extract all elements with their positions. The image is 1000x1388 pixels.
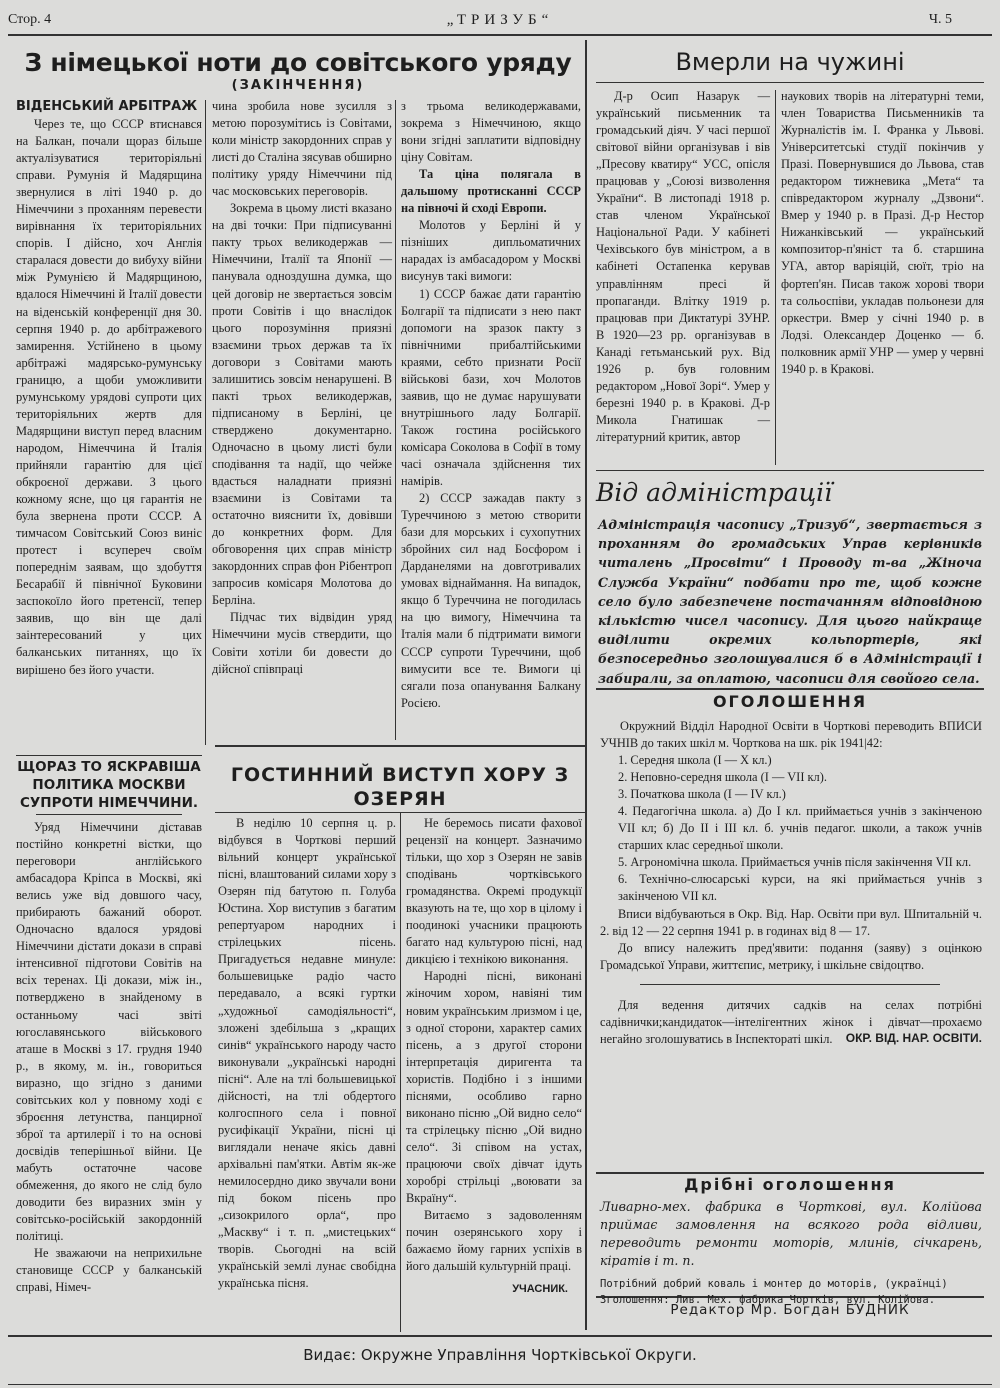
col3-paragraph-3: Молотов у Берліні й у пізніших дипльоматичних нарадах із амбасадором у Москві висунув такі вимоги:	[401, 218, 581, 284]
moscow-paragraph-2: Не зважаючи на неприхильне становище СССР у балканській справі, Німеч-	[16, 1246, 202, 1295]
small-ads-title: Дрібні оголошення	[684, 1175, 896, 1194]
school-item: 3. Початкова школа (I — IV кл.)	[618, 787, 786, 802]
footer-rule	[8, 1335, 992, 1337]
obit-rule	[775, 90, 776, 465]
col3-paragraph-2: Та ціна полягала в дальшому протисканні СССР на півночі й сході Европи.	[401, 167, 581, 216]
choir-paragraph-3: Народні пісні, виконані жіночим хором, навіяні тим новим українським лризмом і це, з одної сторони, характер самих пісень, а з другої сторони інтерпретація диригента та хористів. Подібно і з іншими піснями, особливо гарно виконано пісню „Ой видно село“ та стрілецьку пісню „Ой видно село“. Зі співом на устах, працюючи своїх дівчат ідуть хоробрі стрільці „воювати за Вкраїну“.	[406, 969, 582, 1206]
administration-text: Адміністрація часопису „Тризуб“, звертається з проханням до громадських Управ керівників читалень „Просвіти“ і Проводу т-ва „Жіноча Служба України“ подбати про те, щоб кожне село було забезпечене постачанням відповідною кількістю чисел часопису. Для цього найкраще виділити окремих кольпортерів, які безпосередньо зголошувалися б в Адміністрації і забирали, за оплатою, часописи для свойого села.	[598, 517, 982, 686]
choir-column-1	[218, 815, 396, 1292]
column-rule-3	[400, 812, 401, 1332]
choir-title: ГОСТИННИЙ ВИСТУП ХОРУ З ОЗЕРЯН	[230, 764, 570, 810]
arbitrage-paragraph: Через те, що СССР втиснався на Балкан, почали щораз більше актуалізуватися територіяльні справи. Румунія й Мадярщина звернулися в літі 1940 р. до Німеччини з проханням перевести вирівнання їх територіяльних спорів. І дійсно, хоч Англія старалася довести до вибуху війни між Румунією й Мадярщиною, вдалося Німеччині й Італії довести на віденській конференції дня 30. серпня 1940 р. до арбітражевого замирення. Устійнено в цьому арбітражі мадярсько-румунську границю, а щоби уможливити румунському урядові супроти цих територіяльних жертв для Мадярщини виступ перед власним народом, Німеччина й Італія прийняли гарантію для цієї обкроєної держави. З цього кожному ясне, що ця гарантія не була звернена проти СССР. А тимчасом Совітський Союз виніс протест і всупереч своїм попереднім заявам, що здобуття Бесарабії й північної Буковини заспокоїло його претенсії, тепер заявив, що він ще далі заінтересований у цих балканських питаннях, що їх вирішено без його участи.	[16, 117, 202, 677]
column-1	[16, 98, 202, 679]
column-rule-main	[585, 40, 587, 1330]
obituary-paragraph-a: Д-р Осип Назарук — український письменник та громадський діяч. У часі першої світової війни організував і вів „Пресову кватиру“ УСС, опісля працював у „Союзі визволення України“. В листопаді 1918 р. став членом Української Національної Ради. У кабінеті Чехівського був міністром, а в кабінеті Остапенка керував управлінням пресі й пропаганди. Влітку 1919 р. працював при Диктатурі ЗУНР. В 1920—23 рр. організував в Канаді гетьманський рух. Від 1926 р. був головним редактором „Нової Зорі“. Умер у березні 1940 р. в Кракові. Д-р Микола Гнатишак — літературний критик, автор	[596, 89, 770, 444]
school-item: 6. Технічно-слюсарські курси, на які приймається учнів з закінченою VII кл.	[618, 872, 982, 904]
ogol-top-rule	[596, 688, 984, 690]
main-article-subtitle: (ЗАКІНЧЕННЯ)	[231, 78, 365, 93]
school-item: 5. Агрономічна школа. Приймається учнів після закінчення VII кл.	[618, 855, 972, 870]
moscow-paragraph: Уряд Німеччини діставав постійно конкретні вістки, що переговори англійського амбасадора Кріпса в Москві, які велись уже від довшого часу, прибирають бажаний оборот. Одночасно вдалося урядові Німеччини дістати докази в справі інтенсивної підготови Совітів на всіх теренах. Ці докази, між ін., потверджено в знайденому в останньому часі звіті югославянського військового аташе в Москві з 17. грудня 1940 р., в якому, м. ін., говориться виразно, що згідно з даними совітських кол у повному ході є зброєння летунства, панцирної зброї та артилерії і то на основі досвідів теперішньої війни. Це мабуть остаточне часове обмеження, до якого не слід було доводити без виразних змін у совітсько-російській закордонній політиці.	[16, 820, 202, 1244]
page-header	[8, 4, 992, 32]
column-2-text	[212, 98, 392, 678]
obituary-column-a	[596, 88, 770, 446]
col3-paragraph-1: з трьома великодержавами, зокрема з Німеччиною, якщо вони згідні заплатити відповідну ціну Совітам.	[401, 99, 581, 165]
small-ads-text: Ливарно-мех. фабрика в Чорткові, вул. Колійова приймає замовлення на всякого рода відливи, переводить ремонти моторів, млинів, січкарень, кіратів і т. п.	[600, 1199, 982, 1268]
announcement-paragraph-3: До впису належить пред'явити: подання (заяву) з оцінкою Громадської Управи, життєпис, метрику, і шкільне свідоцтво.	[600, 940, 982, 972]
choir-paragraph-4: Витаємо з задоволенням почин озерянського хору і бажаємо йому гарних успіхів в його дальшій культурній праці.	[406, 1208, 582, 1274]
obit-title-rule	[596, 82, 984, 83]
sec2-rule	[36, 814, 182, 815]
editor-line: Редактор Мр. Богдан БУДНИК	[670, 1302, 910, 1318]
choir-signature: УЧАСНИК.	[512, 1283, 568, 1296]
small-ads-body	[600, 1198, 982, 1308]
bottom-rule	[8, 1384, 992, 1385]
admin-top-rule	[596, 470, 984, 471]
announcement-body	[600, 718, 982, 1045]
col2-paragraph-1: чина зробила нове зусилля з метою порозумітись із Совітами, коли міністр закордонних справ у листі до Сталіна зясував обширно політику уряду Німеччини під час московських переговорів.	[212, 99, 392, 199]
school-item: 2. Неповно-середня школа (I — VII кл).	[618, 770, 827, 785]
choir-paragraph-1: В неділю 10 серпня ц. р. відбувся в Чорткові перший вільний концерт української пісні, влаштований силами хору з Озерян під батутою п. Голуба Юстина. Хор виступив з багатим репертуаром народних і стрілецьких пісень. Пригадується недавне минуле: большевицьке радіо часто передавало, а всякі гуртки „художньої самодіяльності“, зложені здебільша з „кращих синів“ українського народу часто виконували „українські народні пісні“. Але на тлі большевицької дійсності, на тлі обдертого колгоспного села і повної русифікації України, пісні ці виглядали неначе якісь давні архівальні пам'ятки. Автім як-же немилосердно дико звучали вони під боком пісень про „сизокрилого орла“, про „Маскву“ і т. п. „мистецьких“ творів. Сьогодні на всій українській землі лунає свобідна українська пісня.	[218, 816, 396, 1291]
drib-top-rule	[596, 1172, 984, 1174]
announcement-text	[600, 718, 982, 752]
col3-paragraph-4: 1) СССР бажає дати гарантію Болгарії та підписати з нею пакт допомоги на зразок пакту з північними прибалтійськими краями, себто признати Росії військові бази, хоч Молотов заявив, що не думає нарушувати внутрішнього ладу Болгарії. Також гостина російського комісара Соколова в Софії в тому часі означала здійснення тих намірів.	[401, 286, 581, 489]
issue-number: Ч. 5	[928, 12, 952, 27]
obituary-paragraph-b: наукових творів на літературні теми, член Товариства Письменників та Журналістів ім. І. Франка у Львові. Університетські студії покінчив у Празі. Повернувшися до Львова, став редактором тижневика „Мета“ та співредактором журналу „Дзвони“. Вмер у 1940 р. в Празі. Д-р Нестор Нижанківський — український композитор-п'яніст та б. старшина УГА, автор варіяцій, сюїт, тріо на фортеп'ян. Писав також хорові твори та сольоспіви, укладав польонези для оркестри. Вмер у січні 1940 р. в Лодзі. Олександер Доценко — б. полковник армії УНР — умер у червні 1940 р. в Кракові.	[781, 89, 984, 376]
column-1-lower	[16, 758, 202, 1296]
administration-title: Від адміністрації	[596, 478, 833, 507]
arbitrage-text	[16, 116, 202, 679]
announcement-signature: ОКР. ВІД. НАР. ОСВІТИ.	[845, 1030, 982, 1045]
section-heading-moscow: ЩОРАЗ ТО ЯСКРАВІША ПОЛІТИКА МОСКВИ СУПРОТИ НІМЕЧЧИНИ.	[17, 759, 201, 811]
column-rule-2	[395, 100, 396, 740]
announcement-title: ОГОЛОШЕННЯ	[712, 692, 868, 711]
section-heading-arbitrage: ВІДЕНСЬКИЙ АРБІТРАЖ	[16, 99, 198, 114]
obituary-title: Вмерли на чужині	[675, 48, 905, 76]
announcement-details	[600, 906, 982, 974]
announcement-intro: Окружний Відділ Народної Освіти в Чорткові переводить ВПИСИ УЧНІВ до таких шкіл м. Чорткова на шк. рік 1941|42:	[600, 719, 982, 751]
choir-text-2	[406, 815, 582, 1275]
footer-publisher: Видає: Окружне Управління Чортківської Округи.	[303, 1346, 697, 1364]
obituary-column-b	[781, 88, 984, 378]
page-number: Стор. 4	[8, 12, 52, 27]
choir-paragraph-2: Не беремось писати фахової рецензії на концерт. Зазначимо тільки, що хор з Озерян не завів сподівань чортківського громадянства. Окремі продукції вказують на те, що хор в цілому і поодинокі учасники працюють багато над культурою пісні, над дикцією і технікою виконання.	[406, 816, 582, 967]
column-3-text	[401, 98, 581, 712]
announcement-divider	[640, 984, 940, 985]
sec2-top-rule	[16, 755, 202, 756]
obituary-text-a	[596, 88, 770, 446]
col2-paragraph-3: Підчас тих відвідин уряд Німеччини мусів ствердити, що Совіти хотіли би довести до дійсної співпраці	[212, 610, 392, 676]
header-rule	[8, 34, 992, 36]
small-ads-text-2: Потрібний добрий коваль і монтер до моторів, (українці) Зголошення: Лив. Мех. фабрика Чортків, вул. Колійова.	[600, 1278, 948, 1306]
school-list	[600, 752, 982, 905]
choir-top-rule	[215, 745, 585, 747]
school-item: 4. Педагогічна школа. а) До I кл. приймається учнів з закінченою VII кл; б) До II і III кл. б. учнів педагог. школи, а також учнів старших клас середньої школи.	[618, 804, 982, 853]
main-article-title: З німецької ноти до совітського уряду	[24, 48, 572, 77]
column-3	[401, 98, 581, 712]
obituary-text-b	[781, 88, 984, 378]
newspaper-title: „ТРИЗУБ“	[446, 12, 554, 28]
col2-paragraph-2: Зокрема в цьому листі вказано на дві точки: При підписуванні пакту трьох великодержав — Німеччини, Італії та Японії — панувала одноздушна думка, що цей договір не звертається зовсім проти Совітів і що внаслідок цього порозуміння приязні взаємини трьох держав та їх договори з Совітами мають залишитись зовсім ненарушені. В пакті трьох великодержав, підписаному в Берліні, це стверджено документарно. Одночасно в цьому листі були сподівання та надії, що чейже вдасться наладнати приязні взаємини із Совітами та остаточно вияснити їх, довівши до конкретних форм. Для обговорення цих справ міністр закордонних справ фон Рібентроп запросив комісаря Молотова до Берліна.	[212, 201, 392, 608]
moscow-text	[16, 819, 202, 1296]
column-2	[212, 98, 392, 678]
col3-paragraph-5: 2) СССР зажадав пакту з Туреччиною з метою створити бази для морських і сухопутних збройних сил над Босфором і Дарданелями на довготривалих умовах віднаймання. На випадок, якщо б Туреччина не погодилась на цю вимогу, Німеччина та Італія мали б підтримати вимоги СССР супроти Туреччини, щоб вимусити все те. Вимоги ці сягали поза опанування Балкану Росією.	[401, 491, 581, 710]
announcement-paragraph-2: Вписи відбуваються в Окр. Від. Нар. Освіти при вул. Шпитальній ч. 2. від 12 — 22 серпня 1941 р. в годинах від 8 — 17.	[600, 906, 982, 938]
school-item: 1. Середня школа (I — X кл.)	[618, 753, 772, 768]
announcement-paragraph-4: Для ведення дитячих садків на селах потрібні садівнички;кандидаток—інтелігентних жінок і дівчат—прохаємо негайно зголошуватись в Інспектораті шкіл.	[600, 997, 982, 1046]
choir-text-1	[218, 815, 396, 1292]
choir-column-2	[406, 815, 582, 1295]
column-rule-1	[205, 100, 206, 745]
